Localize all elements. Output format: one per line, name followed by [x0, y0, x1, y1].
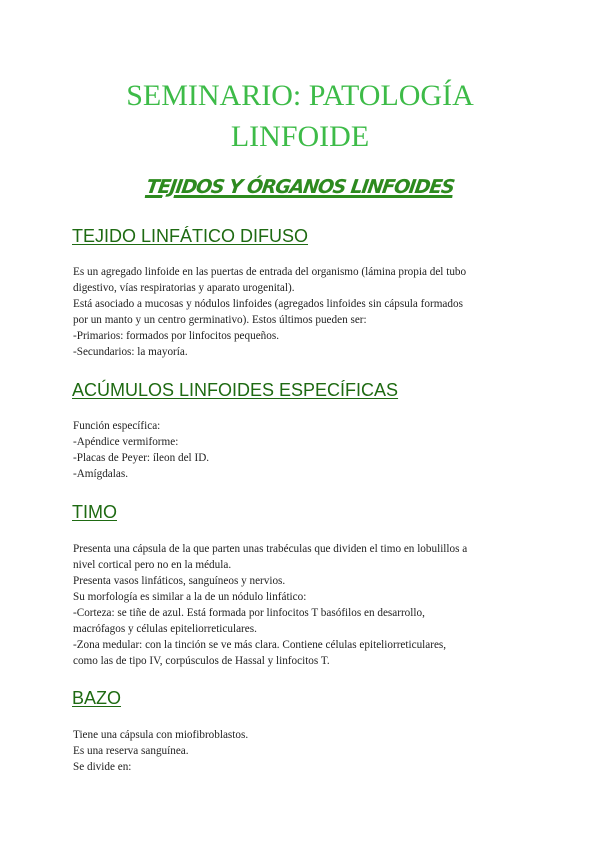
paragraph-line: digestivo, vías respiratorias y aparato urogenital). — [73, 282, 295, 294]
list-item: -Amígdalas. — [73, 468, 128, 480]
list-item: -Apéndice vermiforme: — [73, 436, 179, 448]
paragraph-line: Su morfología es similar a la de un nódulo linfático: — [73, 591, 307, 603]
section-body-acumulos-linfoides — [73, 418, 543, 482]
section-heading-timo: TIMO — [72, 502, 117, 522]
section-body-bazo — [73, 727, 543, 775]
document-title-line-2: LINFOIDE — [230, 120, 370, 153]
section-heading-tejido-linfatico-difuso: TEJIDO LINFÁTICO DIFUSO — [72, 226, 309, 246]
paragraph-line: Es un agregado linfoide en las puertas de entrada del organismo (lámina propia del tubo — [73, 266, 467, 278]
list-item: -Corteza: se tiñe de azul. Está formada por linfocitos T basófilos en desarrollo, — [73, 607, 425, 619]
list-item: -Secundarios: la mayoría. — [73, 346, 188, 358]
paragraph-line: macrófagos y células epiteliorreticulares. — [73, 623, 257, 635]
section-heading-bazo: BAZO — [72, 688, 122, 708]
paragraph-line: por un manto y un centro germinativo). Estos últimos pueden ser: — [73, 314, 367, 326]
paragraph-line: Está asociado a mucosas y nódulos linfoides (agregados linfoides sin cápsula formados — [73, 298, 463, 310]
paragraph-line: como las de tipo IV, corpúsculos de Hassal y linfocitos T. — [73, 655, 330, 667]
paragraph-line: Tiene una cápsula con miofibroblastos. — [73, 729, 249, 741]
list-item: -Zona medular: con la tinción se ve más clara. Contiene células epiteliorreticulares, — [73, 639, 447, 651]
paragraph-line: nivel cortical pero no en la médula. — [73, 559, 232, 571]
section-body-tejido-linfatico-difuso — [73, 264, 543, 360]
list-item: -Primarios: formados por linfocitos pequeños. — [73, 330, 280, 342]
paragraph-line: Se divide en: — [73, 761, 132, 773]
paragraph-line: Es una reserva sanguínea. — [73, 745, 189, 757]
paragraph-line: Función específica: — [73, 420, 161, 432]
document-subtitle: TEJIDOS Y ÓRGANOS LINFOIDES — [144, 176, 456, 198]
section-body-timo — [73, 541, 543, 669]
list-item: -Placas de Peyer: íleon del ID. — [73, 452, 210, 464]
document-title-line-1: SEMINARIO: PATOLOGÍA — [126, 79, 474, 112]
paragraph-line: Presenta vasos linfáticos, sanguíneos y nervios. — [73, 575, 286, 587]
paragraph-line: Presenta una cápsula de la que parten unas trabéculas que dividen el timo en lobulillos a — [73, 543, 468, 555]
section-heading-acumulos-linfoides: ACÚMULOS LINFOIDES ESPECÍFICAS — [72, 380, 399, 400]
